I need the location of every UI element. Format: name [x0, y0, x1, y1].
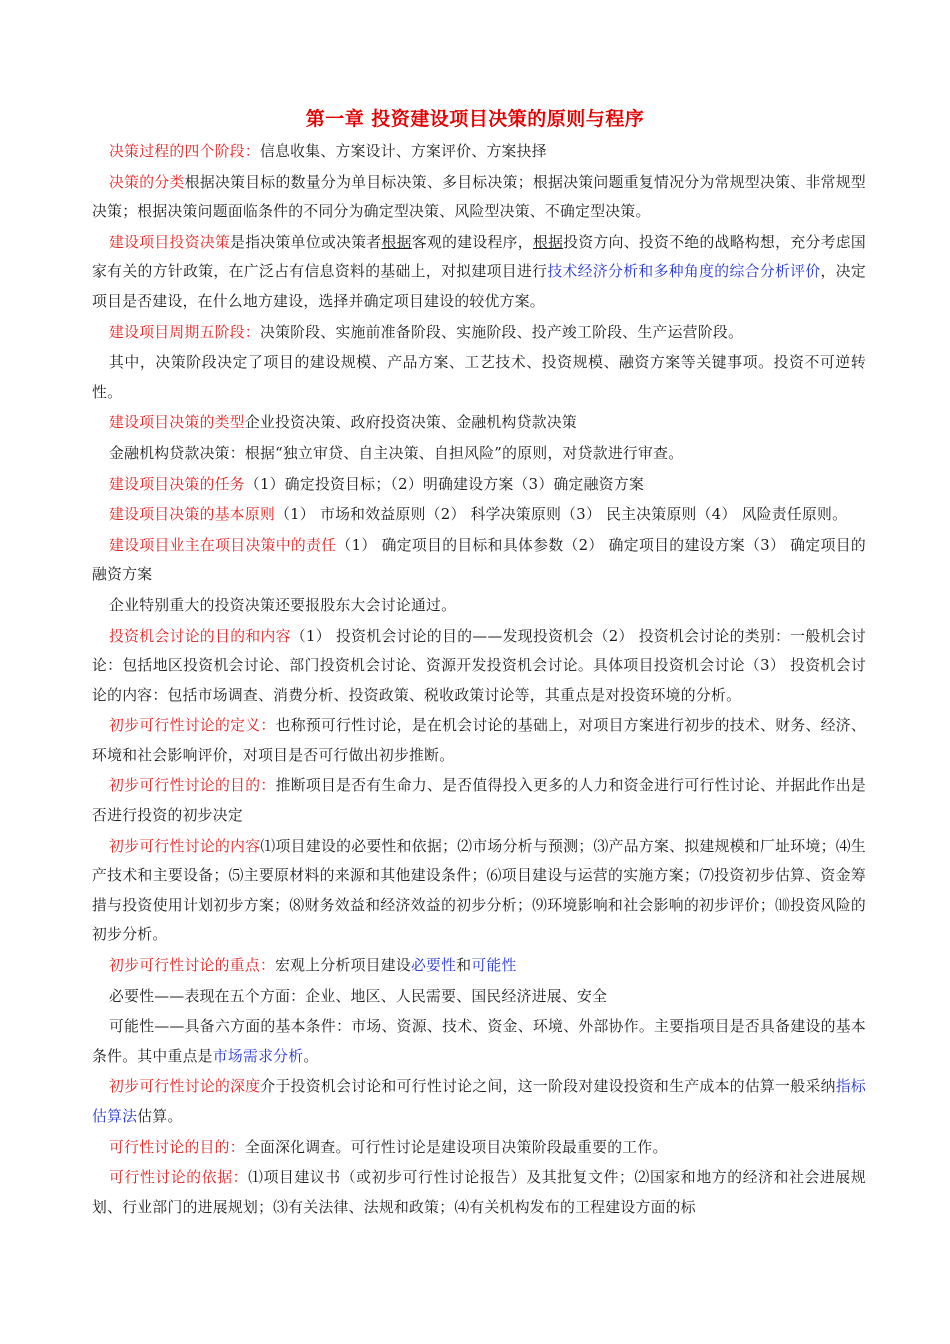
section-heading: 建设项目决策的基本原则: [109, 506, 276, 524]
paragraph-text: 推断项目是否有生命力、是否值得投入更多的人力和资金进行可行性讨论、并据此作出是否进行投资的初步决定: [92, 777, 867, 825]
paragraph: [92, 348, 866, 407]
highlight-term: 指标估算法: [92, 1078, 866, 1125]
highlight-term: 必要性: [410, 957, 457, 975]
section-heading: 可行性讨论的依据：: [109, 1169, 249, 1187]
paragraph-text: ⑴项目建议书（或初步可行性讨论报告）及其批复文件；⑵国家和地方的经济和社会进展规划、行业部门的进展规划；⑶有关法律、法规和政策；⑷有关机构发布的工程建设方面的标: [92, 1169, 866, 1216]
paragraph-text: 信息收集、方案设计、方案评价、方案抉择: [259, 143, 547, 160]
paragraph: [92, 137, 866, 167]
section-heading: 初步可行性讨论的目的：: [109, 777, 276, 795]
paragraph-text: 企业特别重大的投资决策还要报股东大会讨论通过。: [109, 596, 457, 614]
paragraph-text: 是指决策单位或决策者: [230, 233, 382, 251]
section-heading: 初步可行性讨论的内容: [109, 837, 261, 855]
section-heading: 初步可行性讨论的深度: [109, 1078, 261, 1096]
paragraph: [92, 1012, 866, 1071]
paragraph-text: 和: [456, 957, 472, 975]
paragraph-text: 决策阶段、实施前准备阶段、实施阶段、投产竣工阶段、生产运营阶段。: [259, 323, 744, 341]
paragraph-text: 客观的建设程序，: [411, 233, 533, 251]
paragraph-text: 金融机构贷款决策：根据“独立审贷、自主决策、自担风险”的原则，对贷款进行审查。: [109, 444, 684, 462]
paragraph-text: 其中，决策阶段决定了项目的建设规模、产品方案、工艺技术、投资规模、融资方案等关键事项。投资不可逆转性。: [92, 354, 866, 401]
section-heading: 决策的分类: [109, 173, 185, 191]
paragraph: [92, 228, 866, 317]
paragraph: [92, 439, 866, 469]
paragraph-text: 可能性——具备六方面的基本条件：市场、资源、技术、资金、环境、外部协作。主要指项目是否具备建设的基本条件。其中重点是: [92, 1018, 866, 1065]
paragraph-text: ⑴项目建设的必要性和依据；⑵市场分析与预测；⑶产品方案、拟建规模和厂址环境；⑷生产技术和主要设备；⑸主要原材料的来源和其他建设条件；⑹项目建设与运营的实施方案；⑺投资初步估算、资金筹措与投资使用计划初步方案；⑻财务效益和经济效益的初步分析；⑼环境影响和社会影响的初步评价；⑽投资风险的初步分析。: [92, 837, 866, 944]
paragraph: [92, 168, 866, 227]
paragraph-text: ，决定项目是否建设，在什么地方建设，选择并确定项目建设的较优方案。: [92, 263, 866, 310]
paragraph-text: 必要性——表现在五个方面：企业、地区、人民需要、国民经济进展、安全: [109, 987, 608, 1005]
paragraph-text: （1） 市场和效益原则（2） 科学决策原则（3） 民主决策原则（4） 风险责任原则。: [275, 506, 848, 524]
section-heading: 投资机会讨论的目的和内容: [109, 627, 291, 645]
paragraph: [92, 531, 866, 590]
paragraph: [92, 832, 866, 950]
underlined-term: 根据: [532, 233, 564, 251]
paragraph-text: （1） 确定项目的目标和具体参数（2） 确定项目的建设方案（3） 确定项目的融资方案: [92, 536, 866, 584]
paragraph: [92, 1133, 866, 1163]
section-heading: 建设项目决策的任务: [109, 475, 245, 493]
section-heading: 建设项目投资决策: [109, 233, 231, 251]
paragraph: [92, 408, 866, 438]
section-heading: 初步可行性讨论的定义：: [109, 717, 276, 735]
paragraph-text: （1） 投资机会讨论的目的——发现投资机会（2） 投资机会讨论的类别：一般机会讨论：包括地区投资机会讨论、部门投资机会讨论、资源开发投资机会讨论。具体项目投资机会讨论（3） 投资机会讨论的内容：包括市场调查、消费分析、投资政策、税收政策讨论等，其重点是对投资环境的分析。: [92, 627, 866, 704]
paragraph: [92, 982, 866, 1012]
paragraph: [92, 622, 866, 711]
paragraph-text: 根据决策目标的数量分为单目标决策、多目标决策；根据决策问题重复情况分为常规型决策、非常规型决策；根据决策问题面临条件的不同分为确定型决策、风险型决策、不确定型决策。: [92, 173, 866, 221]
section-heading: 建设项目周期五阶段：: [109, 323, 260, 341]
paragraph: [92, 1163, 866, 1222]
paragraph-text: （1）确定投资目标；（2）明确建设方案（3）确定融资方案: [244, 475, 645, 493]
paragraph-text: 全面深化调查。可行性讨论是建设项目决策阶段最重要的工作。: [244, 1138, 668, 1156]
paragraph-text: 也称预可行性讨论，是在机会讨论的基础上，对项目方案进行初步的技术、财务、经济、环境和社会影响评价，对项目是否可行做出初步推断。: [92, 717, 867, 764]
paragraph: [92, 591, 866, 621]
paragraph-text: 。: [303, 1047, 319, 1065]
highlight-term: 技术经济分析和多种角度的综合分析评价: [547, 263, 821, 281]
underlined-term: 根据: [381, 233, 412, 251]
paragraph-text: 介于投资机会讨论和可行性讨论之间，这一阶段对建设投资和生产成本的估算一般采纳: [260, 1078, 836, 1096]
paragraph: [92, 318, 866, 348]
paragraph-text: 估算。: [137, 1108, 183, 1125]
paragraph: [92, 470, 866, 500]
paragraph-text: 企业投资决策、政府投资决策、金融机构贷款决策: [244, 414, 578, 432]
paragraph: [92, 1072, 866, 1131]
highlight-term: 可能性: [471, 957, 517, 975]
paragraph: [92, 500, 866, 530]
section-heading: 可行性讨论的目的：: [109, 1138, 245, 1156]
paragraph: [92, 711, 866, 770]
paragraph-text: 投资方向、投资不绝的战略构想，充分考虑国家有关的方针政策，在广泛占有信息资料的基础上，对拟建项目进行: [92, 233, 866, 281]
paragraph-text: 宏观上分析项目建设: [275, 957, 411, 975]
section-heading: 初步可行性讨论的重点：: [109, 957, 276, 975]
document-body: [92, 137, 866, 1223]
section-heading: 决策过程的四个阶段：: [109, 143, 260, 160]
highlight-term: 市场需求分析: [212, 1047, 304, 1065]
paragraph: [92, 771, 866, 830]
chapter-title: 第一章 投资建设项目决策的原则与程序: [305, 108, 645, 130]
section-heading: 建设项目业主在项目决策中的责任: [109, 536, 337, 554]
paragraph: [92, 951, 866, 981]
section-heading: 建设项目决策的类型: [109, 414, 245, 432]
